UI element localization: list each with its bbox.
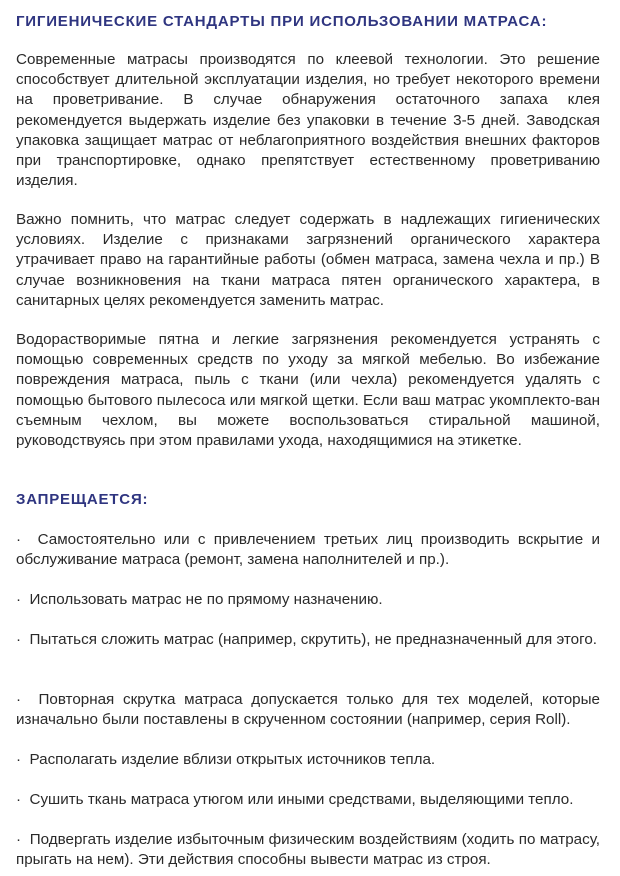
hygiene-paragraph-1: Современные матрасы производятся по клеевой технологии. Это решение способствует длительной эксплуатации изделия, но требует некоторого времени на проветривание. В случае обнаружения остаточного запаха клея рекомендуется выдержать изделие без упаковки в течение 3-5 дней. Заводская упаковка защищает матрас от неблагоприятного воздействия внешних факторов при транспортировке, однако препятствует естественному проветриванию изделия. [16, 51, 600, 190]
hygiene-paragraph-3: Водорастворимые пятна и легкие загрязнения рекомендуется устранять с помощью современных средств по уходу за мягкой мебелью. Во избежание повреждения матраса, пыль с ткани (или чехла) рекомендуется удалять с помощью бытового пылесоса или мягкой щетки. Если ваш матрас укомплекто-ван съемным чехлом, вы можете воспользоваться стиральной машиной, руководствуясь при этом правилами ухода, находящимися на этикетке. [16, 331, 600, 450]
prohibited-item-3: · Пытаться сложить матрас (например, скрутить), не предназначенный для этого. [16, 630, 600, 650]
prohibited-item-7: · Подвергать изделие избыточным физическим воздействиям (ходить по матрасу, прыгать на нем). Эти действия способны вывести матрас из строя. [16, 830, 600, 870]
prohibited-item-6: · Сушить ткань матраса утюгом или иными средствами, выделяющими тепло. [16, 790, 600, 810]
prohibited-item-1: · Самостоятельно или с привлечением третьих лиц производить вскрытие и обслуживание матраса (ремонт, замена наполнителей и пр.). [16, 530, 600, 570]
prohibited-item-5: · Располагать изделие вблизи открытых источников тепла. [16, 750, 600, 770]
prohibited-heading: ЗАПРЕЩАЕТСЯ: [16, 491, 149, 508]
prohibited-item-2: · Использовать матрас не по прямому назначению. [16, 590, 600, 610]
hygiene-paragraph-2: Важно помнить, что матрас следует содержать в надлежащих гигиенических условиях. Изделие с признаками загрязнений органического характера утрачивает право на гарантийные работы (обмен матраса, замена чехла и пр.) В случае возникновения на ткани матраса пятен органического характера, в санитарных целях рекомендуется заменить матрас. [16, 211, 600, 309]
prohibited-item-4: · Повторная скрутка матраса допускается только для тех моделей, которые изначально были поставлены в скрученном состоянии (например, серия Roll). [16, 690, 600, 730]
hygiene-heading: ГИГИЕНИЧЕСКИЕ СТАНДАРТЫ ПРИ ИСПОЛЬЗОВАНИИ МАТРАСА: [16, 13, 548, 30]
